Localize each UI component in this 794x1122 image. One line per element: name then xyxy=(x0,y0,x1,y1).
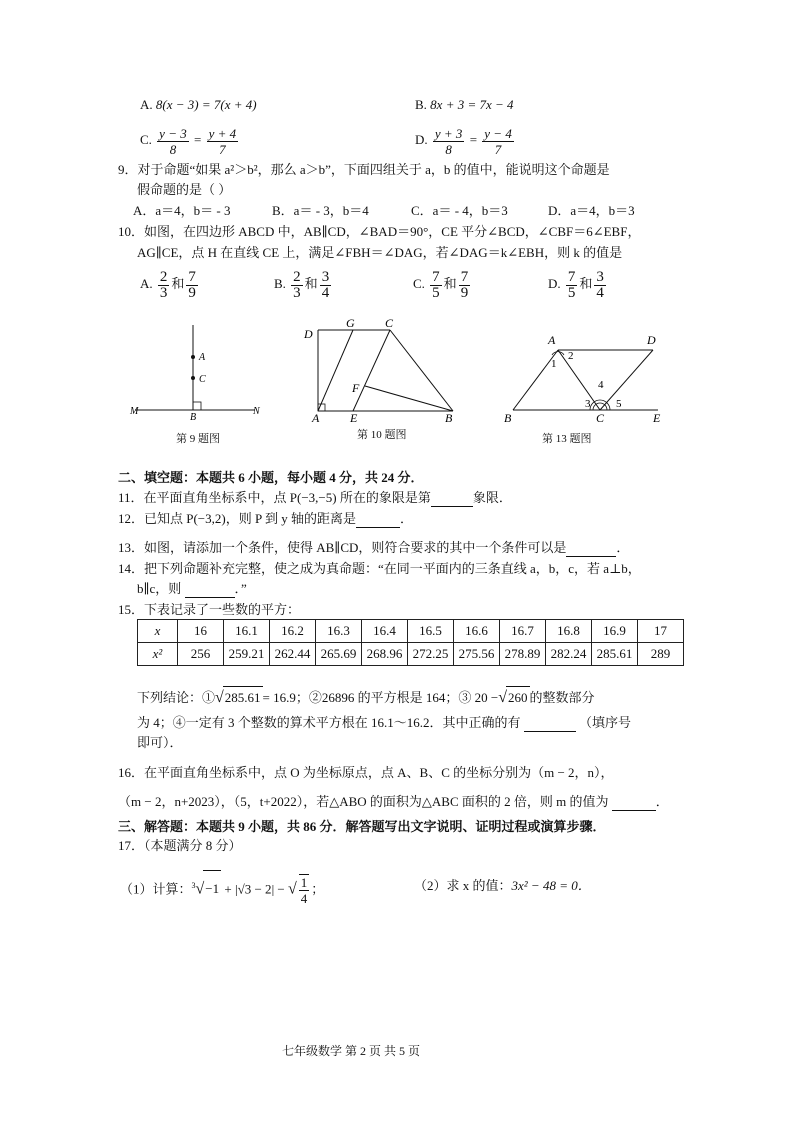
table-cell: 16.3 xyxy=(316,620,362,643)
q16-line2: （m − 2，n+2023），（5，t+2022），若△ABO 的面积为△ABC 面积的 2 倍，则 m 的值为 ． xyxy=(118,794,669,809)
q9-option-b: B．a＝ - 3，b＝4 xyxy=(272,203,369,218)
q13: 13．如图，请添加一个条件，使得 AB∥CD，则符合要求的其中一个条件可以是 ． xyxy=(118,540,630,555)
q10-stem-line1: 10．如图，在四边形 ABCD 中，AB∥CD，∠BAD＝90°，CE 平分∠BCD，∠CBF＝6∠EBF， xyxy=(118,224,641,239)
table-row-x xyxy=(138,620,684,643)
table-cell: 16.6 xyxy=(454,620,500,643)
q17-part1: （1）计算：$^3$√−1 + |√3 − 2| − √ $\frac{1}{4}$ ； xyxy=(120,868,324,907)
figure-13-caption: 第 13 题图 xyxy=(542,433,592,445)
table-header-x: x xyxy=(138,620,178,643)
q9-option-a: A．a＝4，b＝ - 3 xyxy=(133,203,231,218)
fig9-label-m: M xyxy=(130,406,139,417)
fig13-label-a: A xyxy=(548,333,556,347)
q10-option-c: C. $\frac{7}{5}$ 和 $\frac{7}{9}$ xyxy=(413,268,469,301)
table-cell: 17 xyxy=(638,620,684,643)
q10-stem-line2: AG∥CE，点 H 在直线 CE 上，满足∠FBH＝∠DAG，若∠DAG＝k∠EBH，则 k 的值是 xyxy=(137,245,623,260)
table-cell: 262.44 xyxy=(270,643,316,666)
figure-9-caption: 第 9 题图 xyxy=(176,433,220,445)
q15-conclusions-line1: 下列结论：①√285.61 = 16.9；②26896 的平方根是 164；③ 20 −√260 的整数部分 xyxy=(137,686,595,709)
q8-option-c: C. $\frac{y - 3}{8}$ = $\frac{y + 4}{7}$ xyxy=(140,125,237,157)
table-cell: 268.96 xyxy=(362,643,408,666)
table-cell: 16.9 xyxy=(592,620,638,643)
fig9-point-a xyxy=(191,355,195,359)
table-cell: 16.1 xyxy=(224,620,270,643)
table-cell: 16.7 xyxy=(500,620,546,643)
q9-stem-line2: 假命题的是（ ） xyxy=(137,182,232,197)
q8-option-b: B. 8x + 3 = 7x − 4 xyxy=(415,97,514,112)
fig13-label-c: C xyxy=(596,411,605,425)
table-cell: 16.8 xyxy=(546,620,592,643)
q17-title: 17．（本题满分 8 分） xyxy=(118,838,242,853)
table-cell: 272.25 xyxy=(408,643,454,666)
q9-option-c: C．a＝ - 4，b＝3 xyxy=(411,203,508,218)
squares-table xyxy=(137,619,684,666)
page-footer: 七年级数学 第 2 页 共 5 页 xyxy=(282,1044,421,1058)
fig9-label-a: A xyxy=(199,352,206,363)
q15-conclusions-line3: 即可）． xyxy=(137,735,183,750)
q8-option-d: D. $\frac{y + 3}{8}$ = $\frac{y - 4}{7}$ xyxy=(415,125,512,157)
fig10-label-c: C xyxy=(385,316,394,330)
fig13-label-b: B xyxy=(504,411,512,425)
table-cell: 16.4 xyxy=(362,620,408,643)
fig13-label-2: 2 xyxy=(568,350,574,362)
q8-option-a: A. 8(x − 3) = 7(x + 4) xyxy=(140,97,257,112)
section-2-heading: 二、填空题：本题共 6 小题，每小题 4 分，共 24 分． xyxy=(118,470,424,485)
table-cell: 265.69 xyxy=(316,643,362,666)
q9-option-d: D．a＝4，b＝3 xyxy=(548,203,635,218)
table-cell: 275.56 xyxy=(454,643,500,666)
fig9-label-n: N xyxy=(253,406,260,417)
fig10-label-b: B xyxy=(445,411,453,425)
fig13-label-e: E xyxy=(653,411,661,425)
fig13-label-4: 4 xyxy=(598,379,604,391)
q10-option-a: A. $\frac{2}{3}$ 和 $\frac{7}{9}$ xyxy=(140,268,196,301)
table-row-x2 xyxy=(138,643,684,666)
table-cell: 16.5 xyxy=(408,620,454,643)
q8-option-a-text: 8(x − 3) = 7(x + 4) xyxy=(155,97,257,112)
figure-10 xyxy=(298,316,468,426)
q15-conclusions-line2: 为 4；④一定有 3 个整数的算术平方根在 16.1～16.2．其中正确的有 （填序号 xyxy=(137,715,632,730)
q12: 12．已知点 P(−3,2)，则 P 到 y 轴的距离是 ． xyxy=(118,511,413,526)
table-cell: 289 xyxy=(638,643,684,666)
figure-13 xyxy=(498,330,673,430)
q16-line1: 16．在平面直角坐标系中，点 O 为坐标原点，点 A、B、C 的坐标分别为（m − 2，n）， xyxy=(118,765,614,780)
fig13-label-d: D xyxy=(647,333,656,347)
fig10-label-g: G xyxy=(346,316,355,330)
q14-line2: b∥c，则 ．” xyxy=(137,581,247,596)
section-3-heading: 三、解答题：本题共 9 小题，共 86 分．解答题写出文字说明、证明过程或演算步骤． xyxy=(118,819,606,834)
fig10-label-a: A xyxy=(312,411,320,425)
q11: 11．在平面直角坐标系中，点 P(−3,−5) 所在的象限是第 象限． xyxy=(118,490,512,505)
fig10-label-f: F xyxy=(352,381,360,395)
q15-intro: 15．下表记录了一些数的平方： xyxy=(118,602,301,617)
q8-option-b-text: 8x + 3 = 7x − 4 xyxy=(430,97,514,112)
table-cell: 282.24 xyxy=(546,643,592,666)
fig9-point-c xyxy=(191,376,195,380)
q14-line1: 14．把下列命题补充完整，使之成为真命题：“在同一平面内的三条直线 a，b，c，若 a⊥b， xyxy=(118,561,641,576)
q17-part2: （2）求 x 的值：3x² − 48 = 0． xyxy=(414,878,591,893)
figure-9 xyxy=(125,320,270,420)
fig13-label-3: 3 xyxy=(585,398,591,410)
fig13-label-1: 1 xyxy=(551,358,557,370)
table-cell: 16.2 xyxy=(270,620,316,643)
table-header-x2: x² xyxy=(138,643,178,666)
figure-10-caption: 第 10 题图 xyxy=(357,429,407,441)
fig9-label-b: B xyxy=(190,412,197,420)
q9-stem-line1: 9．对于命题“如果 a²＞b²，那么 a＞b”，下面四组关于 a，b 的值中，能说明这个命题是 xyxy=(118,162,610,177)
table-cell: 259.21 xyxy=(224,643,270,666)
fig9-label-c: C xyxy=(199,374,206,385)
table-cell: 16 xyxy=(178,620,224,643)
q10-option-b: B. $\frac{2}{3}$ 和 $\frac{3}{4}$ xyxy=(274,268,330,301)
table-cell: 278.89 xyxy=(500,643,546,666)
table-cell: 285.61 xyxy=(592,643,638,666)
q10-option-d: D. $\frac{7}{5}$ 和 $\frac{3}{4}$ xyxy=(548,268,604,301)
fig13-label-5: 5 xyxy=(616,398,622,410)
fig10-label-e: E xyxy=(350,411,358,425)
table-cell: 256 xyxy=(178,643,224,666)
fig10-label-d: D xyxy=(304,327,313,341)
